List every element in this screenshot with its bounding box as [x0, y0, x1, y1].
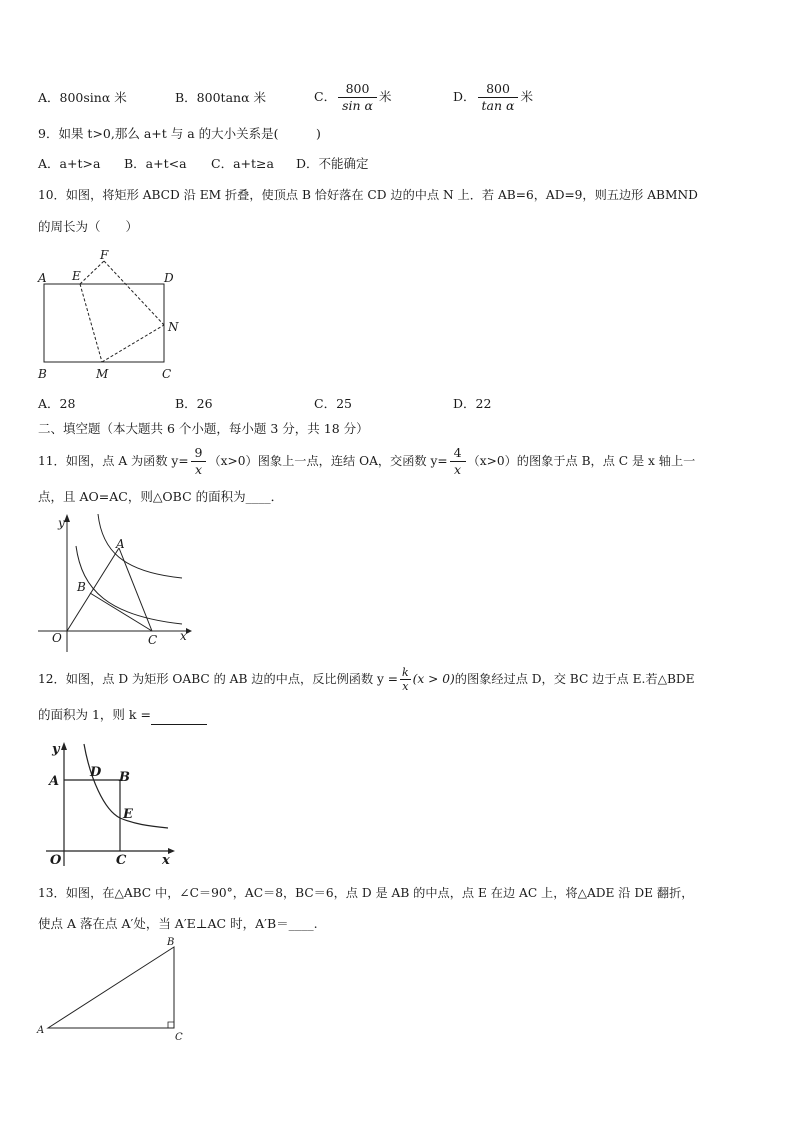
q13-right-angle-mark [168, 1022, 174, 1028]
q10-label-b: B [38, 367, 47, 381]
q10-option-d: D．22 [453, 396, 492, 411]
q11-segment-ac [119, 548, 152, 631]
q10-label-a: A [38, 271, 47, 285]
q10-figure-rectangle-fold [34, 246, 194, 386]
q12-stem-line1 [38, 660, 695, 698]
q12-frac-numerator: k [402, 666, 409, 679]
q11-stem-part2: （x>0）图象上一点，连结 OA，交函数 y= [208, 454, 448, 468]
q13-triangle-abc [48, 947, 174, 1028]
q12-rectangle-oabc [64, 780, 120, 851]
q9-stem: 9．如果 t>0,那么 a+t 与 a 的大小关系是( ) [38, 126, 321, 141]
q11-segment-oa [67, 548, 119, 631]
q9-option-b: B．a+t<a [124, 156, 187, 171]
q10-label-n: N [168, 320, 179, 334]
q10-option-c: C．25 [314, 396, 352, 411]
q12-y-axis-arrow [61, 742, 67, 750]
q12-figure-rectangle-hyperbola [44, 736, 184, 871]
q12-stem-line2 [38, 706, 207, 725]
q11-frac2-denominator: x [454, 462, 462, 477]
q8-option-d [453, 78, 533, 116]
q8-option-c-prefix: C． [314, 89, 337, 104]
q13-label-a: A [37, 1025, 45, 1036]
q11-curve-y-4-over-x [76, 546, 182, 624]
q10-label-f: F [100, 248, 109, 262]
q10-stem-line1: 10．如图，将矩形 ABCD 沿 EM 折叠，使顶点 B 恰好落在 CD 边的中点 N 上．若 AB=6，AD=9，则五边形 ABMND [38, 188, 698, 202]
q12-label-b: B [119, 770, 130, 785]
q13-stem-line2: 使点 A 落在点 A′处，当 A′E⊥AC 时，A′B＝____. [38, 916, 318, 931]
q8-option-d-unit: 米 [520, 89, 533, 104]
q10-option-a: A．28 [38, 396, 76, 411]
q12-label-o: O [50, 853, 62, 868]
q8-option-c-unit: 米 [378, 89, 392, 104]
q8-c-denominator: sin α [342, 98, 373, 113]
q12-answer-blank [151, 706, 207, 725]
q8-c-numerator: 800 [338, 81, 377, 98]
q8-d-denominator: tan α [481, 98, 515, 113]
q10-label-d: D [164, 271, 174, 285]
q11-label-a: A [116, 537, 125, 551]
q11-label-b: B [77, 580, 86, 594]
q8-option-c-fraction [338, 81, 377, 114]
q10-option-b: B．26 [175, 396, 213, 411]
q11-stem-part1: 11．如图，点 A 为函数 y= [38, 454, 189, 468]
q11-frac2-numerator: 4 [450, 445, 466, 462]
q10-fold-mn [102, 325, 164, 362]
q12-stem-line2-text: 的面积为 1，则 k = [38, 707, 151, 722]
q8-d-numerator: 800 [478, 81, 519, 98]
section-2-heading: 二、填空题（本大题共 6 个小题，每小题 3 分，共 18 分） [38, 421, 369, 436]
q11-label-o: O [52, 631, 62, 645]
q11-fraction-4-over-x [450, 445, 466, 478]
q10-rectangle-abcd [44, 284, 164, 362]
q12-label-c: C [116, 853, 127, 868]
q11-y-axis-arrow [64, 514, 70, 522]
q11-stem-line2: 点，且 AO=AC，则△OBC 的面积为____． [38, 489, 284, 504]
q12-stem-part2: 的图象经过点 D，交 BC 边于点 E.若△BDE [454, 672, 695, 686]
q11-label-x: x [180, 629, 187, 643]
q12-condition: (x > 0) [412, 672, 455, 686]
q12-frac-denominator: x [402, 680, 409, 693]
q10-label-e: E [72, 269, 81, 283]
q9-option-c: C．a+t≥a [211, 156, 274, 171]
q11-label-y: y [58, 516, 65, 530]
q9-option-d: D．不能确定 [296, 156, 369, 171]
q11-x-axis-arrow [186, 628, 192, 634]
q10-fold-em [80, 284, 102, 362]
q12-label-y: y [52, 742, 60, 757]
q10-stem-line2: 的周长为（ ） [38, 219, 139, 234]
q12-label-e: E [123, 807, 133, 822]
q8-option-a: A．800sinα 米 [38, 90, 127, 105]
q11-frac1-numerator: 9 [191, 445, 207, 462]
q10-fold-fn [104, 261, 164, 325]
q9-option-a: A．a+t>a [38, 156, 101, 171]
q8-option-b: B．800tanα 米 [175, 90, 266, 105]
q11-figure-hyperbolas [36, 510, 196, 655]
q8-option-d-fraction [478, 81, 519, 114]
q10-fold-ef [80, 261, 104, 284]
q11-curve-y-9-over-x [98, 514, 182, 578]
q8-option-c [314, 78, 391, 116]
q10-label-c: C [162, 367, 172, 381]
q13-stem-line1: 13．如图，在△ABC 中，∠C＝90°，AC＝8，BC＝6，点 D 是 AB 的中点，点 E 在边 AC 上，将△ADE 沿 DE 翻折， [38, 886, 694, 900]
q12-fraction-k-over-x [400, 666, 411, 693]
q11-frac1-denominator: x [194, 462, 203, 477]
q11-stem-part3: （x>0）的图象于点 B，点 C 是 x 轴上一 [467, 454, 696, 468]
q13-figure-right-triangle [34, 936, 194, 1046]
q11-fraction-9-over-x [191, 445, 207, 478]
q12-label-d: D [90, 765, 102, 780]
q12-label-a: A [49, 774, 60, 789]
q13-label-b: B [167, 937, 175, 948]
q11-stem-line1 [38, 442, 695, 480]
q13-label-c: C [175, 1032, 183, 1043]
q10-label-m: M [96, 367, 109, 381]
q12-stem-part1: 12．如图，点 D 为矩形 OABC 的 AB 边的中点，反比例函数 y = [38, 672, 398, 686]
q11-label-c: C [148, 633, 158, 647]
q11-segment-bc [90, 593, 152, 631]
q8-option-d-prefix: D． [453, 89, 476, 104]
q12-label-x: x [162, 853, 170, 868]
